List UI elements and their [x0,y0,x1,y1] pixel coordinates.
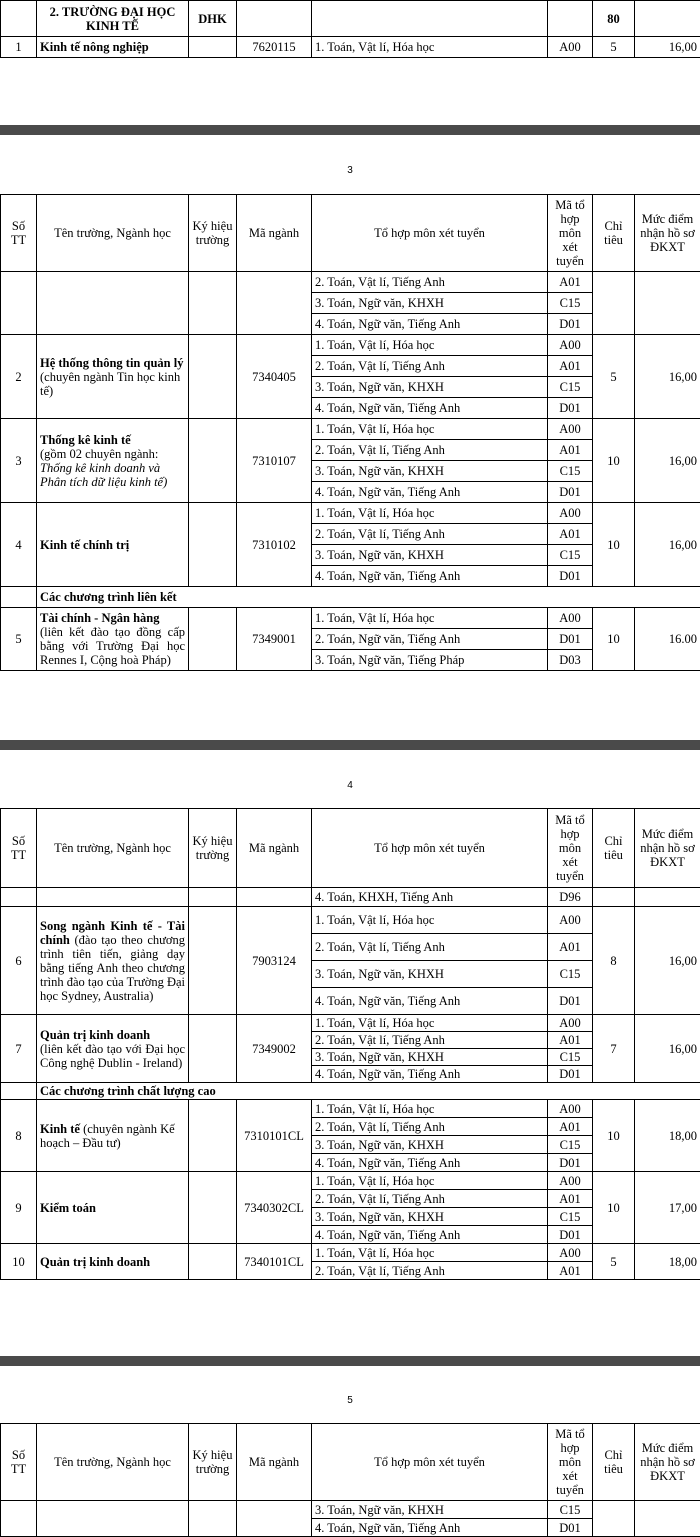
header-combo: Tổ hợp môn xét tuyển [312,1424,548,1501]
combo-code: A00 [548,419,593,440]
subject-combo: 3. Toán, Ngữ văn, KHXH [312,377,548,398]
combo-code: A00 [548,37,593,58]
subject-combo: 3. Toán, Ngữ văn, KHXH [312,961,548,988]
school-quota: 80 [593,1,635,37]
subject-combo: 2. Toán, Vật lí, Tiếng Anh [312,1262,548,1280]
table-row [1,907,700,934]
combo-code: A01 [548,1032,593,1049]
major-name [37,335,189,419]
subject-combo: 1. Toán, Vật lí, Hóa học [312,907,548,934]
row-stt: 6 [1,907,37,1015]
combo-code: D96 [548,888,593,907]
subject-combo: 3. Toán, Ngữ văn, KHXH [312,461,548,482]
table-row [1,272,700,293]
combo-code: A01 [548,1118,593,1136]
table-row [1,1244,700,1262]
table-row [1,1501,700,1519]
subject-combo: 1. Toán, Vật lí, Hóa học [312,419,548,440]
admissions-table [0,808,700,1280]
subject-combo: 4. Toán, Ngữ văn, Tiếng Anh [312,1066,548,1083]
min-score: 16,00 [635,1015,700,1083]
combo-code: D01 [548,1066,593,1083]
header-code: Mã ngành [237,195,312,272]
major-name: Kinh tế chính trị [37,503,189,587]
subject-combo: 1. Toán, Vật lí, Hóa học [312,335,548,356]
header-score: Mức điểm nhận hồ sơ ĐKXT [635,1424,700,1501]
table-header [1,1424,700,1501]
major-name [37,419,189,503]
page-separator [0,1356,700,1366]
combo-code: D01 [548,1519,593,1537]
admissions-table [0,0,700,58]
major-name [37,907,189,1015]
subject-combo: 2. Toán, Vật lí, Tiếng Anh [312,1032,548,1049]
table-row [1,608,700,629]
row-stt: 4 [1,503,37,587]
subject-combo: 2. Toán, Vật lí, Tiếng Anh [312,356,548,377]
table-row [1,1172,700,1190]
subject-combo: 4. Toán, Ngữ văn, Tiếng Anh [312,1226,548,1244]
subject-combo: 1. Toán, Vật lí, Hóa học [312,1015,548,1032]
subject-combo: 3. Toán, Ngữ văn, KHXH [312,1501,548,1519]
subject-combo: 3. Toán, Ngữ văn, Tiếng Pháp [312,650,548,671]
header-score: Mức điểm nhận hồ sơ ĐKXT [635,195,700,272]
combo-code: A01 [548,524,593,545]
quota: 10 [593,1100,635,1172]
header-combo-code: Mã tổ hợp môn xét tuyển [548,1424,593,1501]
subject-combo: 4. Toán, Ngữ văn, Tiếng Anh [312,566,548,587]
combo-code: D01 [548,314,593,335]
quota: 5 [593,37,635,58]
row-stt: 2 [1,335,37,419]
header-combo-code: Mã tổ hợp môn xét tuyển [548,809,593,888]
major-name: Kinh tế nông nghiệp [37,37,189,58]
combo-code: A00 [548,335,593,356]
table-row [1,503,700,524]
quota: 10 [593,1172,635,1244]
major-name-bold: Tài chính - Ngân hàng [40,611,160,625]
major-code: 7340405 [237,335,312,419]
table-row [1,1,700,37]
header-symbol: Ký hiệu trường [189,1424,237,1501]
combo-code: D01 [548,566,593,587]
subject-combo: 4. Toán, Ngữ văn, Tiếng Anh [312,398,548,419]
quota: 8 [593,907,635,1015]
subject-combo: 2. Toán, Vật lí, Tiếng Anh [312,934,548,961]
min-score: 18,00 [635,1244,700,1280]
page-number: 4 [347,780,353,791]
table-segment-3 [0,808,700,1280]
combo-code: A00 [548,1172,593,1190]
subject-combo: 2. Toán, Ngữ văn, Tiếng Anh [312,629,548,650]
combo-code: C15 [548,293,593,314]
combo-code: A00 [548,1015,593,1032]
combo-code: D01 [548,482,593,503]
subject-combo: 4. Toán, Ngữ văn, Tiếng Anh [312,482,548,503]
quota: 5 [593,335,635,419]
subject-combo: 2. Toán, Vật lí, Tiếng Anh [312,1118,548,1136]
major-name [37,608,189,671]
combo-code: A01 [548,440,593,461]
subject-combo: 4. Toán, Ngữ văn, Tiếng Anh [312,1154,548,1172]
combo-code: A01 [548,272,593,293]
table-header [1,195,700,272]
subject-combo: 1. Toán, Vật lí, Hóa học [312,608,548,629]
subject-combo: 2. Toán, Vật lí, Tiếng Anh [312,524,548,545]
admissions-table [0,194,700,671]
combo-code: C15 [548,1208,593,1226]
table-segment-2 [0,194,700,671]
subject-combo: 3. Toán, Ngữ văn, KHXH [312,545,548,566]
subject-combo: 2. Toán, Vật lí, Tiếng Anh [312,272,548,293]
page-number: 5 [347,1395,353,1406]
major-code: 7620115 [237,37,312,58]
header-quota: Chỉ tiêu [593,809,635,888]
subject-combo: 2. Toán, Vật lí, Tiếng Anh [312,1190,548,1208]
header-name: Tên trường, Ngành học [37,1424,189,1501]
combo-code: C15 [548,1136,593,1154]
min-score: 16,00 [635,503,700,587]
combo-code: D01 [548,398,593,419]
major-name-note: (liên kết đào tạo đồng cấp bằng với Trường Đại học Rennes I, Cộng hoà Pháp) [40,625,185,667]
header-symbol: Ký hiệu trường [189,809,237,888]
major-name-note: (gồm 02 chuyên ngành: [40,446,159,461]
major-code: 7349002 [237,1015,312,1083]
section-row [1,1083,700,1100]
quota: 7 [593,1015,635,1083]
subject-combo: 1. Toán, Vật lí, Hóa học [312,37,548,58]
subject-combo: 4. Toán, Ngữ văn, Tiếng Anh [312,1519,548,1537]
table-row [1,888,700,907]
major-name-bold: Thống kê kinh tế [40,432,131,447]
header-code: Mã ngành [237,1424,312,1501]
school-name: 2. TRƯỜNG ĐẠI HỌC KINH TẾ [37,1,189,37]
major-name-bold: Kinh tế [40,1121,80,1136]
major-code: 7310101CL [237,1100,312,1172]
combo-code: A01 [548,934,593,961]
major-code: 7340302CL [237,1172,312,1244]
major-name-note: (chuyên ngành Kế hoạch – Đầu tư) [40,1121,175,1150]
table-segment-4 [0,1423,700,1537]
header-code: Mã ngành [237,809,312,888]
row-stt: 8 [1,1100,37,1172]
major-name [37,1100,189,1172]
major-name: Quản trị kinh doanh [37,1244,189,1280]
combo-code: D01 [548,988,593,1015]
combo-code: C15 [548,961,593,988]
combo-code: C15 [548,1501,593,1519]
subject-combo: 1. Toán, Vật lí, Hóa học [312,1244,548,1262]
quota: 10 [593,419,635,503]
header-symbol: Ký hiệu trường [189,195,237,272]
combo-code: A01 [548,1190,593,1208]
combo-code: A01 [548,356,593,377]
major-name-note: (đào tạo theo chương trình tiên tiến, giảng dạy bằng tiếng Anh theo chương trình đào tạo của Trường Đại học Sydney, Australia) [40,932,185,1003]
table-row [1,419,700,440]
min-score: 16.00 [635,608,700,671]
major-name-bold: Hệ thống thông tin quản lý [40,355,184,370]
page-number: 3 [347,165,353,176]
header-combo: Tổ hợp môn xét tuyển [312,195,548,272]
subject-combo: 1. Toán, Vật lí, Hóa học [312,1100,548,1118]
row-stt: 7 [1,1015,37,1083]
combo-code: D03 [548,650,593,671]
min-score: 17,00 [635,1172,700,1244]
major-name-bold: Quản trị kinh doanh [40,1027,151,1042]
major-name-note: (chuyên ngành Tin học kinh tế) [40,369,181,398]
combo-code: A00 [548,1244,593,1262]
page-separator [0,740,700,750]
section-title: Các chương trình chất lượng cao [37,1083,700,1100]
min-score: 16,00 [635,335,700,419]
row-stt: 1 [1,37,37,58]
quota: 10 [593,503,635,587]
major-name-italic: Thống kê kinh doanh và Phân tích dữ liệu kinh tế) [40,460,168,489]
major-name: Kiểm toán [37,1172,189,1244]
table-row [1,37,700,58]
quota: 5 [593,1244,635,1280]
combo-code: A00 [548,1100,593,1118]
subject-combo: 3. Toán, Ngữ văn, KHXH [312,293,548,314]
table-segment-1 [0,0,700,58]
major-code: 7340101CL [237,1244,312,1280]
combo-code: C15 [548,1049,593,1066]
combo-code: C15 [548,461,593,482]
row-stt: 10 [1,1244,37,1280]
header-name: Tên trường, Ngành học [37,809,189,888]
min-score: 18,00 [635,1100,700,1172]
page-separator [0,125,700,135]
quota: 10 [593,608,635,671]
header-stt: Số TT [1,1424,37,1501]
combo-code: A00 [548,907,593,934]
combo-code: A01 [548,1262,593,1280]
major-name [37,1015,189,1083]
major-code: 7310102 [237,503,312,587]
table-row [1,1100,700,1118]
subject-combo: 4. Toán, KHXH, Tiếng Anh [312,888,548,907]
header-stt: Số TT [1,809,37,888]
subject-combo: 1. Toán, Vật lí, Hóa học [312,1172,548,1190]
min-score: 16,00 [635,907,700,1015]
row-stt: 3 [1,419,37,503]
combo-code: D01 [548,1154,593,1172]
header-name: Tên trường, Ngành học [37,195,189,272]
combo-code: A00 [548,608,593,629]
row-stt: 5 [1,608,37,671]
combo-code: D01 [548,629,593,650]
admissions-table [0,1423,700,1537]
header-quota: Chỉ tiêu [593,1424,635,1501]
subject-combo: 3. Toán, Ngữ văn, KHXH [312,1049,548,1066]
table-header [1,809,700,888]
row-stt: 9 [1,1172,37,1244]
subject-combo: 4. Toán, Ngữ văn, Tiếng Anh [312,314,548,335]
min-score: 16,00 [635,419,700,503]
header-score: Mức điểm nhận hồ sơ ĐKXT [635,809,700,888]
min-score: 16,00 [635,37,700,58]
major-code: 7310107 [237,419,312,503]
combo-code: A00 [548,503,593,524]
subject-combo: 3. Toán, Ngữ văn, KHXH [312,1136,548,1154]
header-quota: Chỉ tiêu [593,195,635,272]
section-row [1,587,700,608]
subject-combo: 3. Toán, Ngữ văn, KHXH [312,1208,548,1226]
combo-code: D01 [548,1226,593,1244]
header-stt: Số TT [1,195,37,272]
combo-code: C15 [548,545,593,566]
subject-combo: 2. Toán, Vật lí, Tiếng Anh [312,440,548,461]
header-combo-code: Mã tổ hợp môn xét tuyển [548,195,593,272]
major-code: 7349001 [237,608,312,671]
major-name-note: (liên kết đào tạo với Đại học Công nghệ Dublin - Ireland) [40,1041,185,1070]
school-symbol: DHK [189,1,237,37]
subject-combo: 1. Toán, Vật lí, Hóa học [312,503,548,524]
section-title: Các chương trình liên kết [37,587,700,608]
major-code: 7903124 [237,907,312,1015]
combo-code: C15 [548,377,593,398]
major-name-bold: Song ngành Kinh tế - Tài chính [40,918,185,947]
subject-combo: 4. Toán, Ngữ văn, Tiếng Anh [312,988,548,1015]
table-row [1,1015,700,1032]
table-row [1,335,700,356]
header-combo: Tổ hợp môn xét tuyển [312,809,548,888]
